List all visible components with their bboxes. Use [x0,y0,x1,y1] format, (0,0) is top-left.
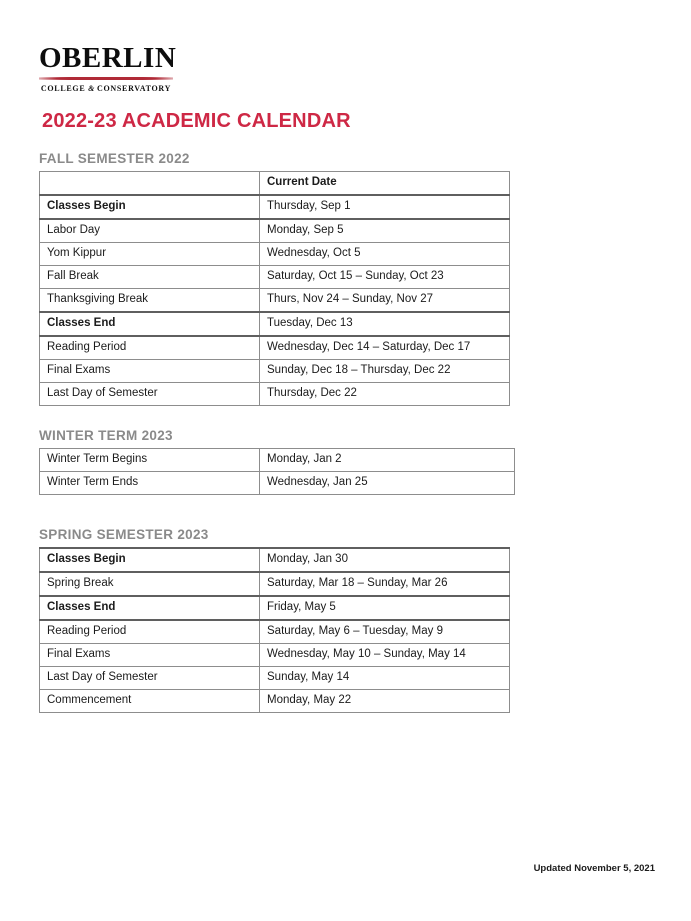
row-label: Final Exams [40,644,260,667]
table-row [40,548,510,572]
row-value: Saturday, Oct 15 – Sunday, Oct 23 [260,266,510,289]
row-label: Classes Begin [40,548,260,572]
column-header-event [40,172,260,196]
table-row [40,620,510,644]
section-header-spring: SPRING SEMESTER 2023 [39,527,209,542]
column-header-current-date: Current Date [260,172,510,196]
row-label: Last Day of Semester [40,383,260,406]
logo-divider-rule [39,77,173,80]
section-header-winter: WINTER TERM 2023 [39,428,173,443]
oberlin-logo [39,42,177,93]
section-spring-semester [39,527,510,713]
footer-updated-note: Updated November 5, 2021 [533,863,655,874]
table-row [40,195,510,219]
row-value: Thurs, Nov 24 – Sunday, Nov 27 [260,289,510,313]
row-value: Wednesday, Dec 14 – Saturday, Dec 17 [260,336,510,360]
row-value: Tuesday, Dec 13 [260,312,510,336]
row-label: Fall Break [40,266,260,289]
row-label: Thanksgiving Break [40,289,260,313]
table-row [40,572,510,596]
row-label: Classes Begin [40,195,260,219]
logo-wordmark: OBERLIN [39,42,177,74]
row-value: Monday, May 22 [260,690,510,713]
row-label: Reading Period [40,336,260,360]
row-label: Yom Kippur [40,243,260,266]
table-row [40,360,510,383]
table-row [40,219,510,243]
table-row [40,383,510,406]
row-value: Sunday, May 14 [260,667,510,690]
row-value: Monday, Jan 2 [260,449,515,472]
table-row [40,312,510,336]
row-value: Saturday, May 6 – Tuesday, May 9 [260,620,510,644]
table-row [40,289,510,313]
row-value: Monday, Jan 30 [260,548,510,572]
row-label: Final Exams [40,360,260,383]
row-label: Classes End [40,596,260,620]
row-value: Sunday, Dec 18 – Thursday, Dec 22 [260,360,510,383]
table-row [40,667,510,690]
row-label: Winter Term Begins [40,449,260,472]
logo-subtitle-college: COLLEGE [40,84,86,93]
logo-subtitle-ampersand: & [88,84,95,93]
logo-subtitle [39,84,173,93]
table-row [40,690,510,713]
row-value: Thursday, Dec 22 [260,383,510,406]
row-label: Winter Term Ends [40,472,260,495]
table-row [40,266,510,289]
row-value: Wednesday, Jan 25 [260,472,515,495]
row-label: Labor Day [40,219,260,243]
row-label: Commencement [40,690,260,713]
table-spring-semester [39,547,510,713]
section-winter-term [39,428,515,495]
page-title: 2022-23 ACADEMIC CALENDAR [42,110,351,132]
table-row [40,596,510,620]
table-row [40,336,510,360]
row-value: Thursday, Sep 1 [260,195,510,219]
row-label: Reading Period [40,620,260,644]
table-row [40,449,515,472]
table-header-row [40,172,510,196]
row-value: Wednesday, Oct 5 [260,243,510,266]
table-fall-semester [39,171,510,406]
row-label: Spring Break [40,572,260,596]
table-row [40,243,510,266]
row-value: Wednesday, May 10 – Sunday, May 14 [260,644,510,667]
section-fall-semester [39,151,510,406]
table-row [40,472,515,495]
logo-subtitle-conservatory: CONSERVATORY [97,84,172,93]
table-winter-term [39,448,515,495]
row-value: Friday, May 5 [260,596,510,620]
section-header-fall: FALL SEMESTER 2022 [39,151,190,166]
row-label: Classes End [40,312,260,336]
table-row [40,644,510,667]
row-value: Saturday, Mar 18 – Sunday, Mar 26 [260,572,510,596]
row-value: Monday, Sep 5 [260,219,510,243]
row-label: Last Day of Semester [40,667,260,690]
